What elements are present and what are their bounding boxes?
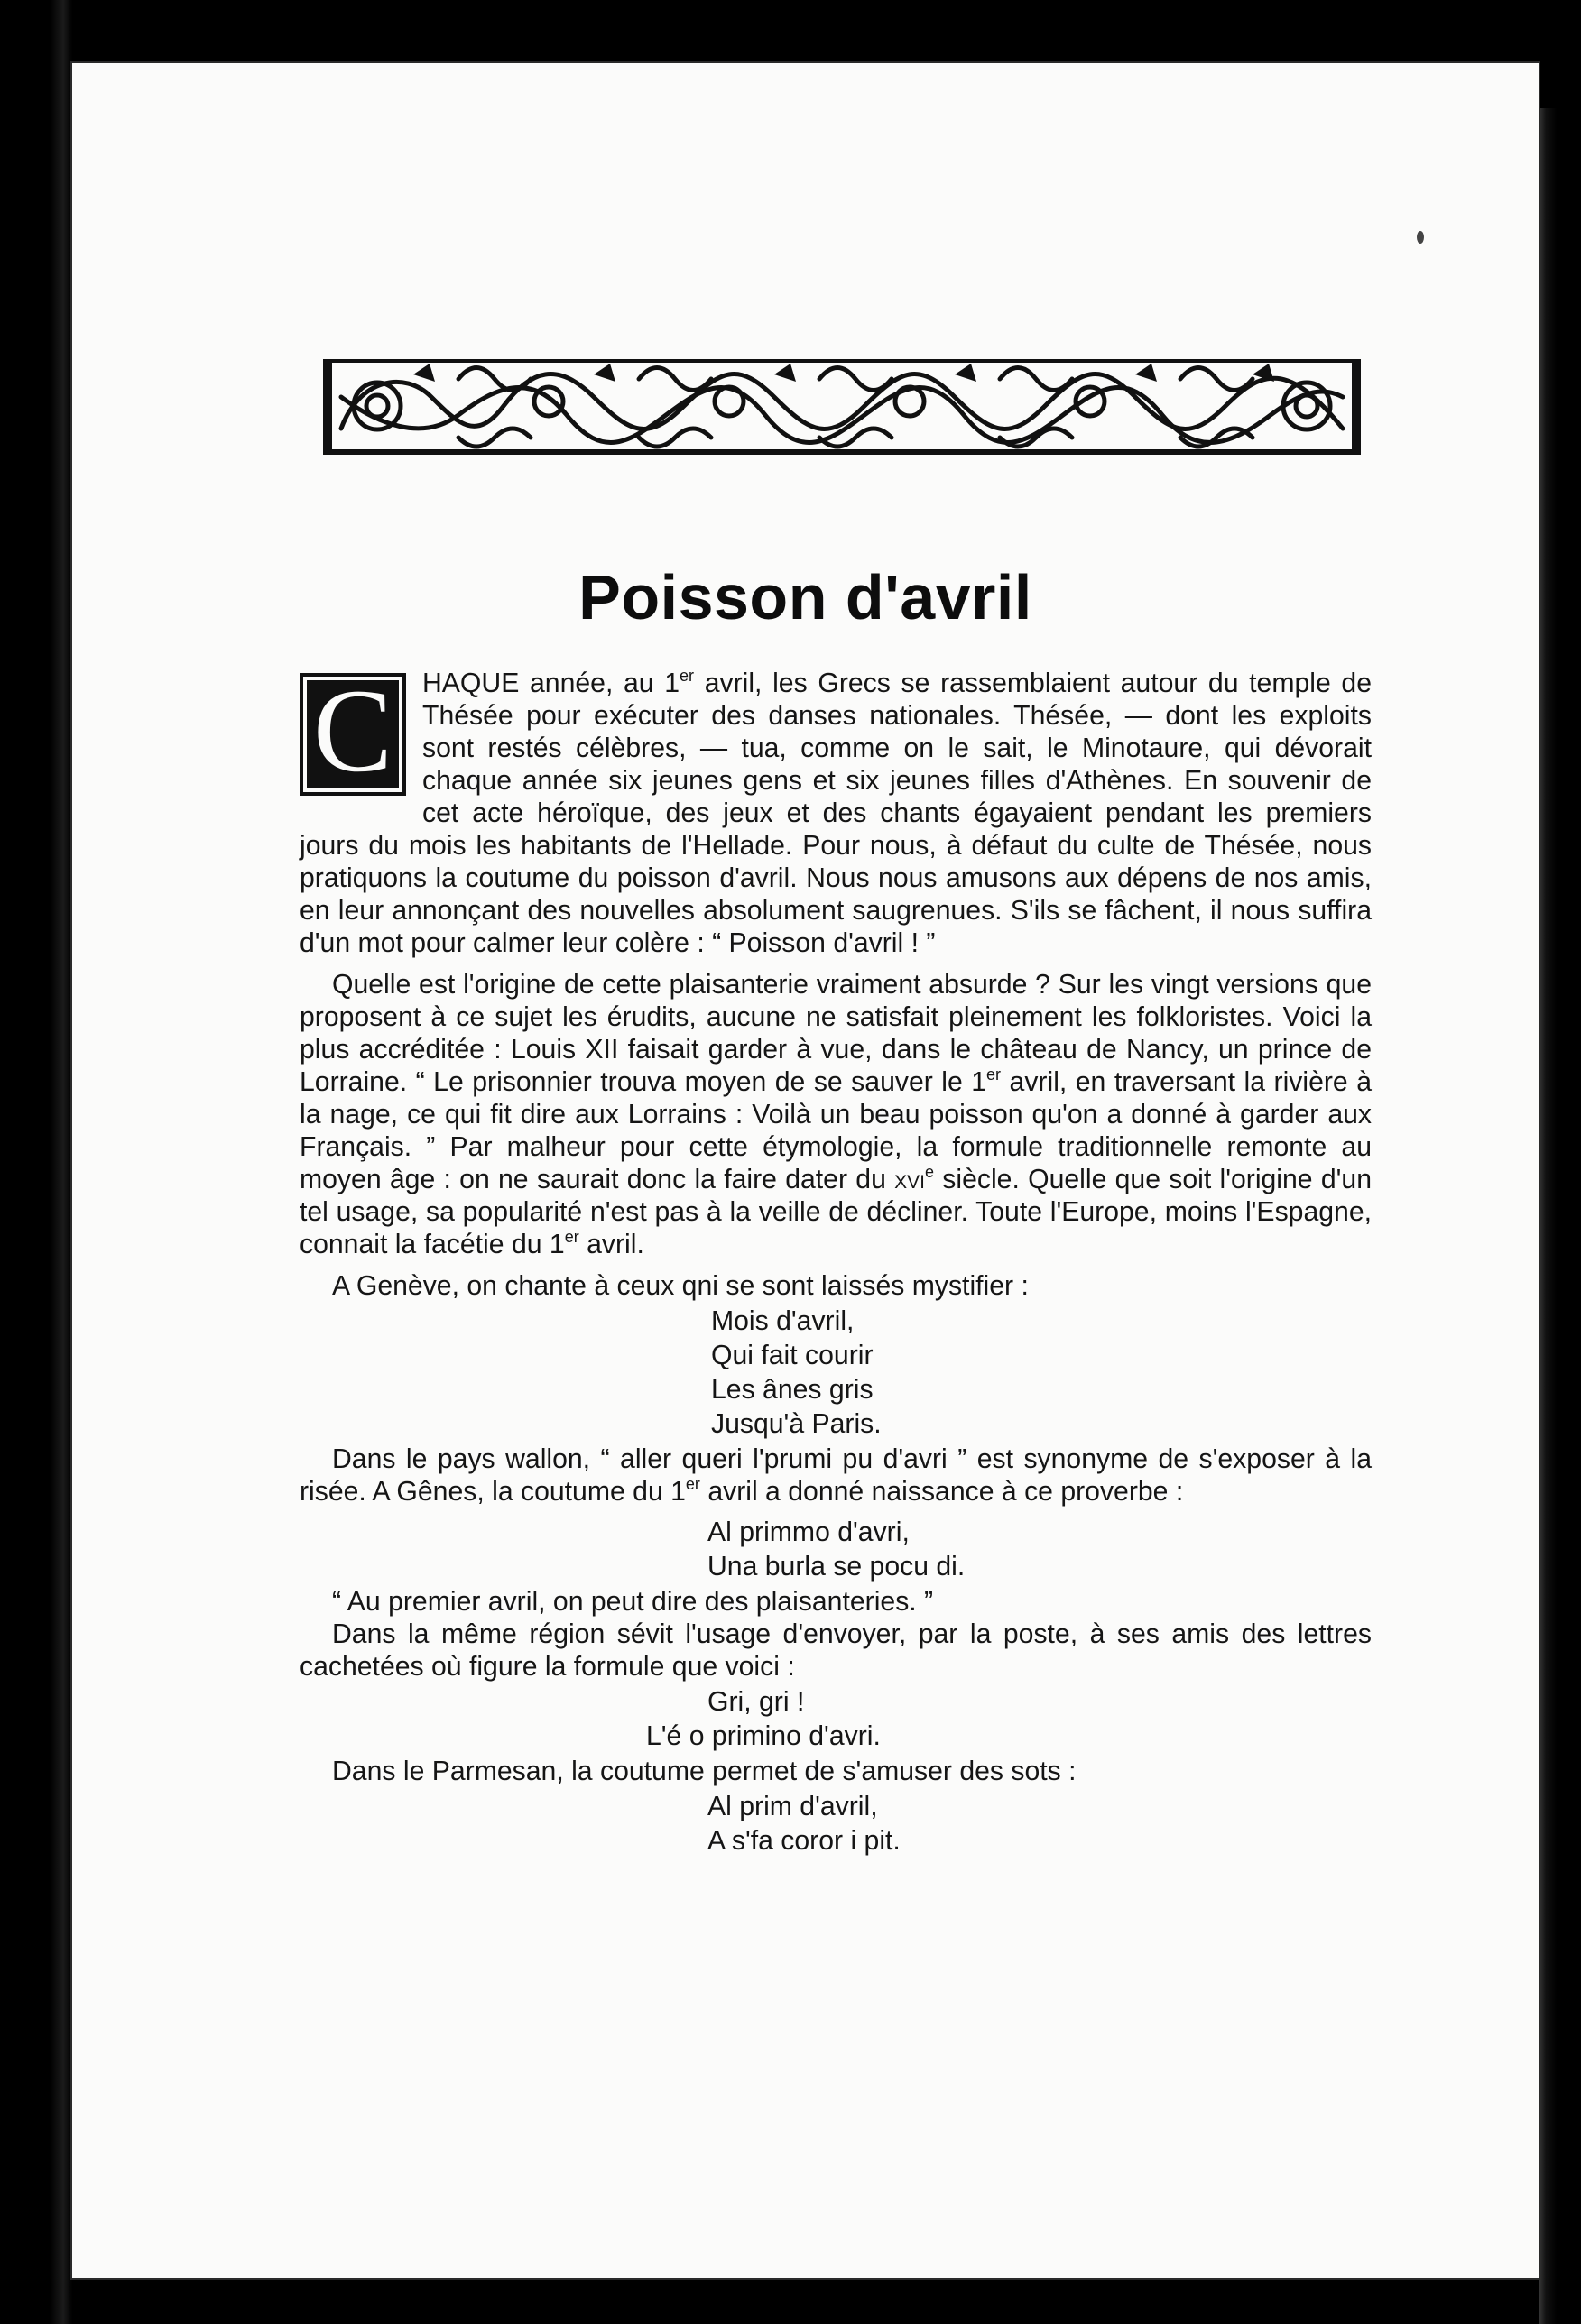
verse-geneve (300, 1305, 1372, 1442)
verse-line: L'é o primino d'avri. (646, 1721, 881, 1751)
verse-line: Una burla se pocu di. (707, 1552, 966, 1582)
verse-line: Gri, gri ! (707, 1687, 805, 1717)
page-title: Poisson d'avril (578, 562, 1032, 632)
paragraph-6: Dans la même région sévit l'usage d'envoyer, par la poste, à ses amis des lettres cachetées où figure la formule que voici : (300, 1619, 1372, 1682)
ink-speck (1417, 231, 1424, 244)
verse-line: A s'fa coror i pit. (707, 1826, 901, 1856)
decorative-headband-ornament (323, 343, 1361, 460)
paragraph-1: C HAQUE année, au 1er avril, les Grecs se rassemblaient autour du temple de Thésée pour exécuter des danses nationales. Thésée, — dont les exploits sont restés célèbres, — tua, comme on le sait, le Minotaure, qui dévorait chaque année six jeunes gens et six jeunes filles d'Athènes. En souvenir de cet acte héroïque, des jeux et des chants égayaient pendant les premiers jours du mois les habitants de l'Hellade. Pour nous, à défaut du culte de Thésée, nous pratiquons la coutume du poisson d'avril. Nous nous amusons aux dépens de nos amis, en leur annonçant des nouvelles absolument saugrenues. S'ils se fâchent, il nous suffira d'un mot pour calmer leur colère : “ Poisson d'avril ! ” (300, 664, 1372, 958)
verse-line: Mois d'avril, (711, 1306, 855, 1336)
book-spine (0, 0, 72, 2324)
paragraph-4: Dans le pays wallon, “ aller queri l'prumi pu d'avri ” est synonyme de s'exposer à la risée. A Gênes, la coutume du 1er avril a donné naissance à ce proverbe : (300, 1444, 1372, 1507)
verse-gri (300, 1685, 1372, 1754)
article-body (300, 664, 1372, 1860)
verse-line: Qui fait courir (711, 1341, 874, 1370)
drop-cap: C (300, 673, 406, 796)
paragraph-5: “ Au premier avril, on peut dire des plaisanteries. ” (332, 1587, 934, 1617)
verse-genes (300, 1516, 1372, 1584)
page-edge (1539, 108, 1581, 2324)
paragraph-7: Dans le Parmesan, la coutume permet de s'amuser des sots : (332, 1757, 1077, 1786)
verse-line: Les ânes gris (711, 1375, 874, 1405)
verse-parmesan (300, 1790, 1372, 1858)
page (72, 63, 1539, 2278)
verse-line: Al prim d'avril, (707, 1792, 878, 1821)
paragraph-3: A Genève, on chante à ceux qni se sont laissés mystifier : (332, 1271, 1029, 1301)
verse-line: Al primmo d'avri, (707, 1517, 910, 1547)
paragraph-2: Quelle est l'origine de cette plaisanterie vraiment absurde ? Sur les vingt versions que proposent à ce sujet les érudits, aucune ne satisfait pleinement les folkloristes. Voici la plus accréditée : Louis XII faisait garder à vue, dans le château de Nancy, un prince de Lorraine. “ Le prisonnier trouva moyen de se sauver le 1er avril, en traversant la rivière à la nage, ce qui fit dire aux Lorrains : Voilà un beau poisson qu'on a donné à garder aux Français. ” Par malheur pour cette étymologie, la formule traditionnelle remonte au moyen âge : on ne saurait donc la faire dater du xvi$^e$ siècle. Quelle que soit l'origine d'un tel usage, sa popularité n'est pas à la veille de décliner. Toute l'Europe, moins l'Espagne, connait la facétie du 1er avril. (300, 970, 1372, 1259)
verse-line: Jusqu'à Paris. (711, 1409, 882, 1439)
